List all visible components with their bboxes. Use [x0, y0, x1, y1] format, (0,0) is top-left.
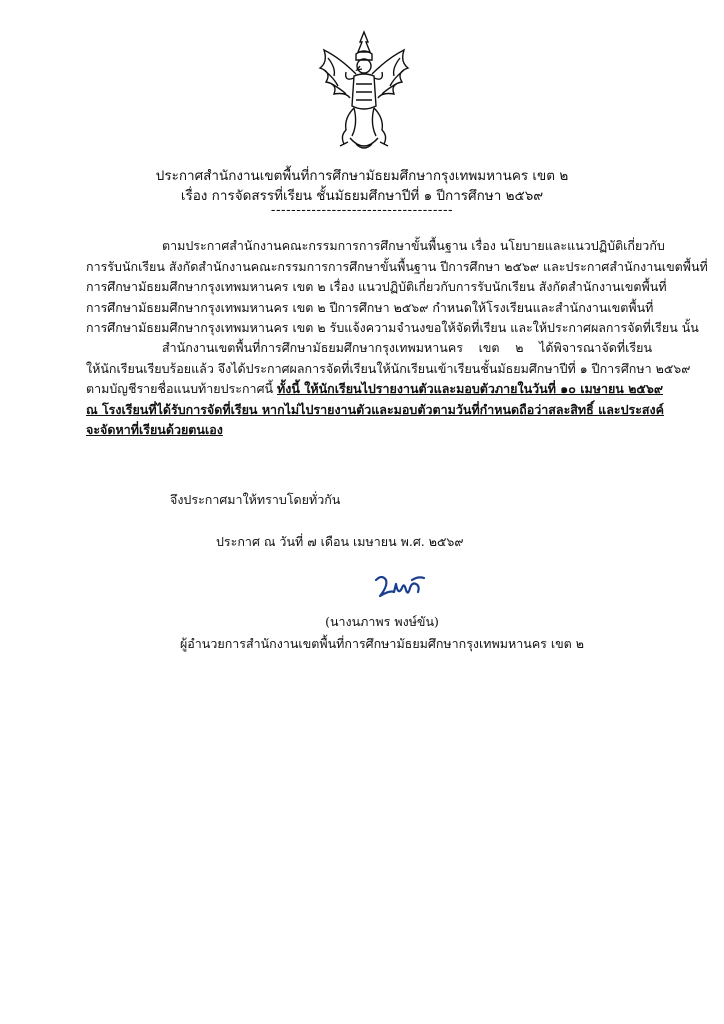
attachment-reference: ตามบัญชีรายชื่อแนบท้ายประกาศนี้	[86, 381, 278, 397]
garuda-emblem-icon	[310, 28, 418, 158]
forfeit-notice: ณ โรงเรียนที่ได้รับการจัดที่เรียน หากไม่ไปรายงานตัวและมอบตัวตามวันที่กำหนดถือว่าสละสิทธิ์ และประสงค์	[86, 401, 665, 417]
paragraph-line: การรับนักเรียน สังกัดสำนักงานคณะกรรมการการศึกษาขั้นพื้นฐาน ปีการศึกษา ๒๕๖๙ และประกาศสำนักงานเขตพื้นที่	[86, 258, 708, 274]
announcement-date: ประกาศ ณ วันที่ ๗ เดือน เมษายน พ.ศ. ๒๕๖๙	[216, 534, 464, 549]
paragraph-background	[86, 236, 708, 339]
paragraph-line: การศึกษามัธยมศึกษากรุงเทพมหานคร เขต ๒ เรื่อง แนวปฏิบัติเกี่ยวกับการรับนักเรียน สังกัดสำนักงานเขตพื้นที่	[86, 279, 667, 295]
forfeit-notice-end: จะจัดหาที่เรียนด้วยตนเอง	[86, 422, 223, 438]
paragraph-line: สำนักงานเขตพื้นที่การศึกษามัธยมศึกษากรุงเทพมหานคร เขต ๒ ได้พิจารณาจัดที่เรียน	[162, 340, 652, 355]
paragraph-line: การศึกษามัธยมศึกษากรุงเทพมหานคร เขต ๒ รับแจ้งความจำนงขอให้จัดที่เรียน และให้ประกาศผลการจัดที่เรียน นั้น	[86, 320, 699, 336]
handwritten-signature	[372, 570, 428, 604]
paragraph-line	[86, 379, 663, 400]
paragraph-line: ตามประกาศสำนักงานคณะกรรมการการศึกษาขั้นพื้นฐาน เรื่อง นโยบายและแนวปฏิบัติเกี่ยวกับ	[162, 238, 665, 253]
paragraph-result	[86, 338, 691, 441]
title-separator: ------------------------------------	[270, 202, 454, 218]
signer-name: (นางนภาพร พงษ์ขัน)	[325, 614, 439, 629]
closing-statement: จึงประกาศมาให้ทราบโดยทั่วกัน	[170, 492, 341, 507]
paragraph-line: ให้นักเรียนเรียบร้อยแล้ว จึงได้ประกาศผลการจัดที่เรียนให้นักเรียนเข้าเรียนชั้นมัธยมศึกษาปีที่ ๑ ปีการศึกษา ๒๕๖๙	[86, 360, 691, 376]
report-deadline-notice: ทั้งนี้ ให้นักเรียนไปรายงานตัวและมอบตัวภายในวันที่ ๑๐ เมษายน ๒๕๖๙	[277, 381, 663, 397]
announcement-title: ประกาศสำนักงานเขตพื้นที่การศึกษามัธยมศึกษากรุงเทพมหานคร เขต ๒	[155, 168, 569, 184]
signer-position: ผู้อำนวยการสำนักงานเขตพื้นที่การศึกษามัธยมศึกษากรุงเทพมหานคร เขต ๒	[179, 636, 585, 651]
announcement-subject: เรื่อง การจัดสรรที่เรียน ชั้นมัธยมศึกษาปีที่ ๑ ปีการศึกษา ๒๕๖๙	[180, 188, 544, 204]
paragraph-line: การศึกษามัธยมศึกษากรุงเทพมหานคร เขต ๒ ปีการศึกษา ๒๕๖๙ กำหนดให้โรงเรียนและสำนักงานเขตพื้นที่	[86, 299, 654, 315]
